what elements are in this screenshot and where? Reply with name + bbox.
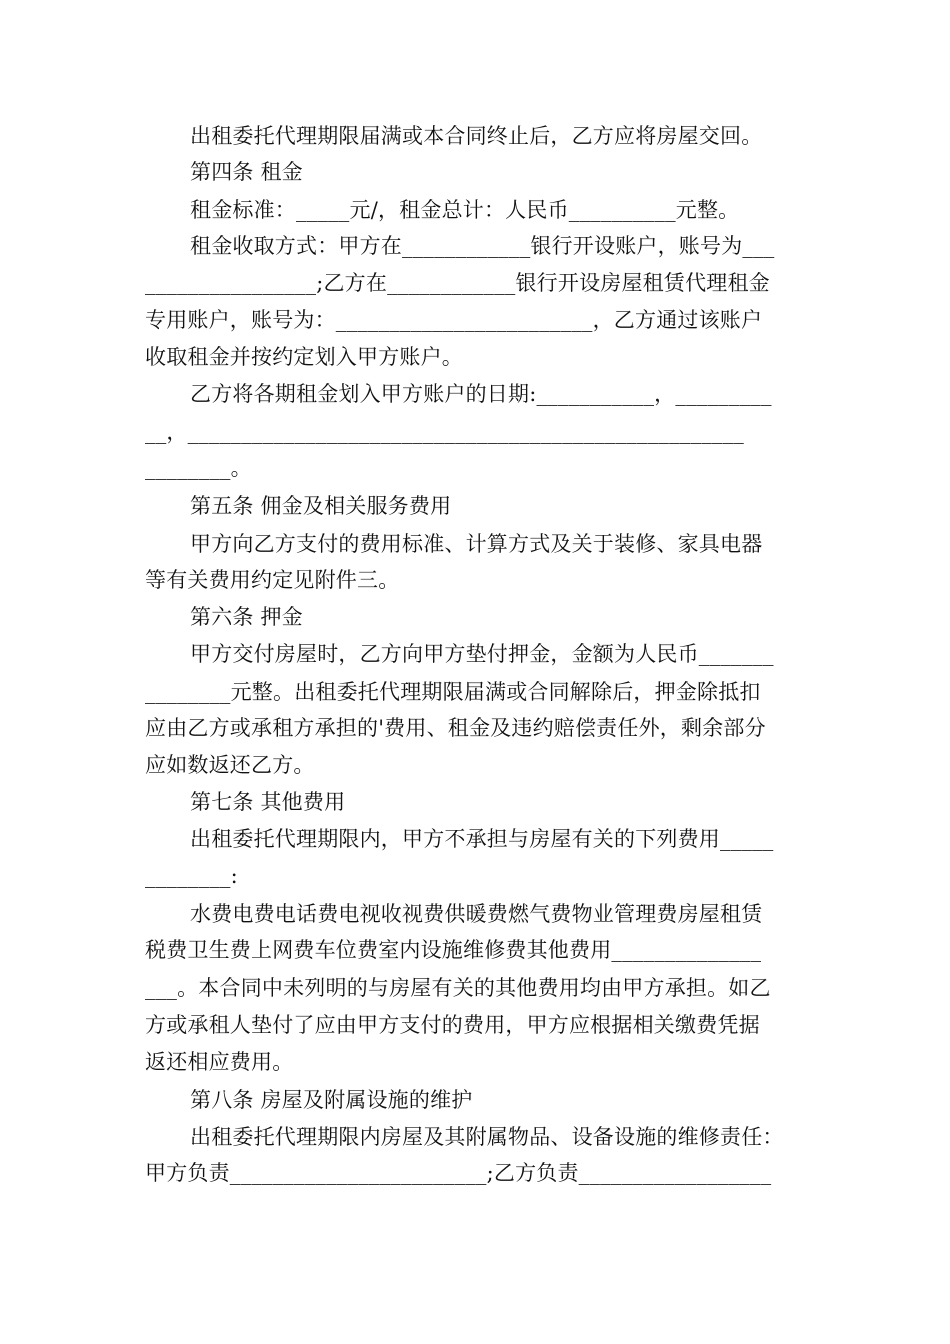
paragraph-line: 出租委托代理期限内房屋及其附属物品、设备设施的维修责任：: [190, 1125, 784, 1149]
section-heading-article-5: 第五条 佣金及相关服务费用: [190, 494, 452, 518]
paragraph-line: 方或承租人垫付了应由甲方支付的费用，甲方应根据相关缴费凭据: [145, 1013, 760, 1037]
paragraph-line: 专用账户，账号为：________________________，乙方通过该账户: [145, 308, 763, 332]
paragraph-line: 出租委托代理期限届满或本合同终止后，乙方应将房屋交回。: [190, 124, 763, 148]
paragraph-line: 甲方负责________________________;乙方负责__________________: [145, 1161, 772, 1185]
paragraph-line: 甲方交付房屋时，乙方向甲方垫付押金，金额为人民币_______: [190, 642, 774, 666]
paragraph-line: 租金收取方式：甲方在____________银行开设账户，账号为___: [190, 234, 775, 258]
paragraph-line: 水费电费电话费电视收视费供暖费燃气费物业管理费房屋租赁: [190, 902, 763, 926]
paragraph-line: 甲方向乙方支付的费用标准、计算方式及关于装修、家具电器: [190, 532, 763, 556]
section-heading-article-4: 第四条 租金: [190, 160, 303, 184]
section-heading-article-7: 第七条 其他费用: [190, 790, 346, 814]
paragraph-line: 返还相应费用。: [145, 1050, 294, 1074]
paragraph-line: 租金标准：_____元/，租金总计：人民币__________元整。: [190, 198, 740, 222]
paragraph-line: 等有关费用约定见附件三。: [145, 568, 400, 592]
paragraph-line: ________:: [145, 864, 238, 888]
paragraph-line: __，____________________________________________________: [145, 420, 744, 444]
paragraph-line: 收取租金并按约定划入甲方账户。: [145, 345, 463, 369]
section-heading-article-8: 第八条 房屋及附属设施的维护: [190, 1088, 473, 1112]
paragraph-line: 出租委托代理期限内，甲方不承担与房屋有关的下列费用_____: [190, 827, 774, 851]
paragraph-line: 税费卫生费上网费车位费室内设施维修费其他费用______________: [145, 938, 762, 962]
paragraph-line: ________元整。出租委托代理期限届满或合同解除后，押金除抵扣: [145, 680, 761, 704]
paragraph-line: ___。本合同中未列明的与房屋有关的其他费用均由甲方承担。如乙: [145, 976, 771, 1000]
paragraph-line: ________________;乙方在____________银行开设房屋租赁代理租金: [145, 271, 770, 295]
paragraph-line: 应由乙方或承租方承担的'费用、租金及违约赔偿责任外，剩余部分: [145, 716, 766, 740]
paragraph-line: 应如数返还乙方。: [145, 753, 315, 777]
paragraph-line: ________。: [145, 456, 252, 480]
paragraph-line: 乙方将各期租金划入甲方账户的日期:___________，_________: [190, 382, 772, 406]
section-heading-article-6: 第六条 押金: [190, 605, 303, 629]
